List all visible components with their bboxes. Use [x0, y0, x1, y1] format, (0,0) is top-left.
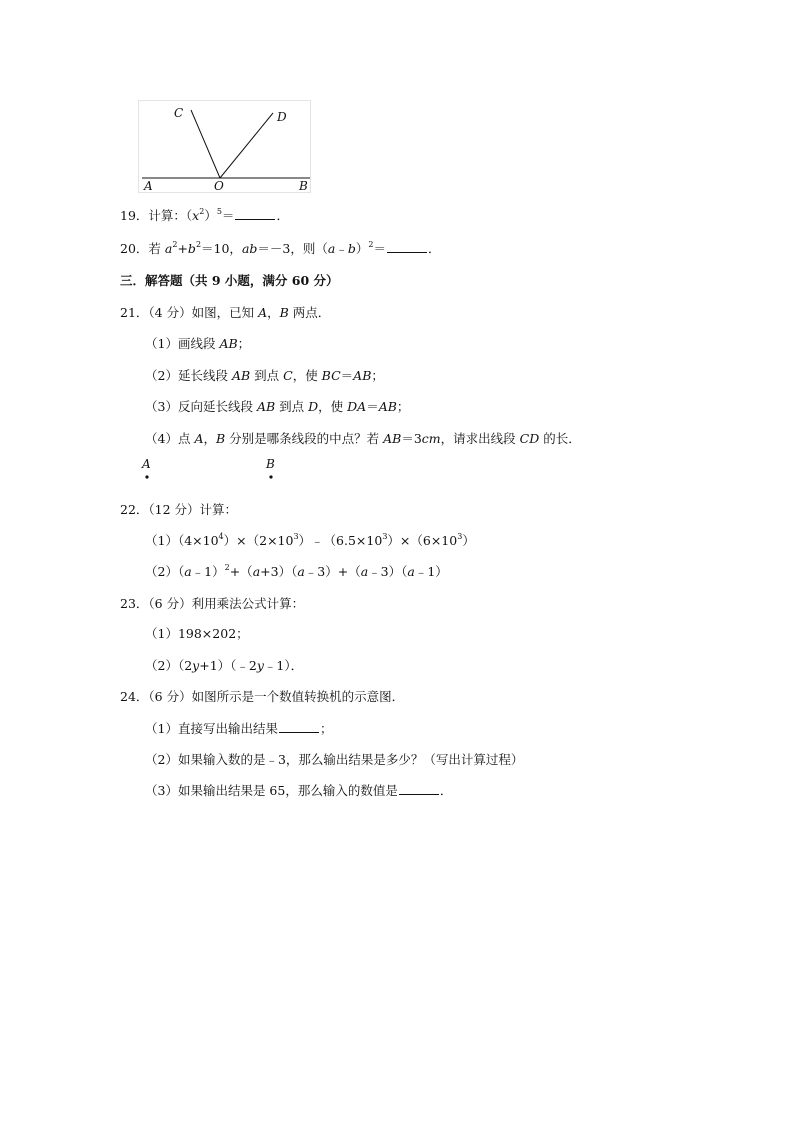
label-B: B: [299, 179, 308, 193]
q21-text: ；: [371, 368, 384, 383]
q21-text: ；: [396, 399, 410, 414]
q22-text: ﹣3）（: [368, 564, 408, 579]
q21-var: D: [308, 399, 319, 414]
q22-var: a: [252, 564, 261, 579]
q19-number: 19．计算：（: [120, 208, 193, 223]
question-23-stem: 23．（6 分）利用乘法公式计算：: [120, 596, 305, 611]
q20-op: +: [177, 241, 188, 256]
q21-text: ，: [203, 431, 216, 446]
q22-var: a: [184, 564, 192, 579]
q21-text: ＝: [340, 368, 354, 383]
q22-var: a: [297, 564, 305, 579]
q20-text: ＝10，: [201, 241, 242, 256]
section-3-title: 三．解答题（共 9 小题，满分 60 分）: [120, 273, 339, 288]
q20-answer-blank[interactable]: [387, 240, 427, 253]
q22-exp: 3: [382, 531, 388, 541]
question-21-stem: [120, 303, 330, 321]
q21-var: AB: [256, 399, 276, 414]
q21-text: ＝: [366, 399, 379, 414]
q21-text: 的长．: [539, 431, 581, 446]
q21-part-1: [145, 334, 250, 352]
q24-text: （3）如果输出结果是 65，那么输入的数值是: [145, 783, 398, 798]
angle-figure: [138, 100, 318, 196]
q19-paren: ）: [204, 208, 217, 223]
q19-exp-2: 2: [199, 206, 205, 216]
point-label-B: B: [266, 457, 275, 471]
q21-text: （1）画线段: [145, 336, 220, 351]
q22-text: ）×（2×10: [223, 533, 294, 548]
q20-var: b: [187, 241, 196, 256]
q21-text: 分别是哪条线段的中点？若: [225, 431, 384, 446]
q21-var: CD: [519, 431, 540, 446]
q22-exp: 4: [218, 531, 224, 541]
q20-paren: ）: [355, 241, 369, 256]
q20-end: ．: [427, 241, 441, 256]
q22-text: ）×（6×10: [387, 533, 458, 548]
q21-text: （2）延长线段: [145, 368, 232, 383]
q22-exp: 3: [293, 531, 299, 541]
q22-part-1: [145, 531, 475, 549]
question-24-stem: 24．（6 分）如图所示是一个数值转换机的示意图．: [120, 689, 405, 704]
q21-text: ，使: [318, 399, 348, 414]
question-20: [120, 239, 440, 257]
q23-var: y: [256, 658, 264, 673]
q21-var: AB: [231, 368, 251, 383]
q21-text: （4）点: [145, 431, 195, 446]
q20-text: ＝－3，则（: [257, 241, 328, 256]
q21-var: AB: [353, 368, 372, 383]
q21-part-2: [145, 366, 384, 384]
q24-text: （1）直接写出输出结果: [145, 721, 278, 736]
q23-text: （2）（2: [145, 658, 193, 673]
q24-part-3: [145, 781, 452, 799]
q21-text: 到点: [275, 399, 309, 414]
q24-p3-answer-blank[interactable]: [399, 782, 439, 795]
q21-var: DA: [347, 399, 367, 414]
q23-var: y: [192, 658, 200, 673]
q21-var: BC: [321, 368, 341, 383]
label-D: D: [277, 110, 287, 124]
q22-text: ﹣3）+（: [304, 564, 361, 579]
q22-text: +3）（: [260, 564, 298, 579]
q22-part-2: [145, 562, 448, 580]
point-B: [269, 475, 272, 478]
q21-part-3: [145, 397, 409, 415]
q21-var: AB: [383, 431, 402, 446]
q22-var: a: [360, 564, 369, 579]
q19-var-x: x: [192, 208, 200, 223]
q21-part-4: [145, 429, 581, 447]
ray-OD: [220, 113, 273, 178]
q24-text: ；: [319, 721, 333, 736]
q22-exp: 3: [457, 531, 463, 541]
q21-var: C: [283, 368, 293, 383]
label-A: A: [144, 179, 153, 193]
q21-var: A: [258, 305, 268, 320]
q23-part-2: [145, 656, 303, 674]
q19-equals: ＝: [221, 208, 235, 223]
q22-text: ﹣1）: [414, 564, 448, 579]
q20-var: b: [347, 241, 356, 256]
q19-end: ．: [276, 208, 289, 223]
points-AB-figure: [138, 454, 288, 488]
label-O: O: [214, 179, 224, 193]
q20-exp: 2: [195, 239, 202, 249]
q19-exp-5: 5: [216, 206, 222, 216]
q21-text: ；: [237, 336, 251, 351]
q21-text: 21．（4 分）如图，已知: [120, 305, 259, 320]
q20-equals: ＝: [373, 241, 386, 256]
q22-var: a: [407, 564, 415, 579]
point-A: [145, 475, 148, 478]
q21-text: ＝3: [401, 431, 422, 446]
q20-op: ﹣: [335, 241, 348, 256]
q20-exp: 2: [172, 239, 178, 249]
q24-p1-answer-blank[interactable]: [279, 720, 319, 733]
q21-var: AB: [378, 399, 397, 414]
q22-text: ）: [462, 533, 475, 548]
q22-text: ﹣1）: [191, 564, 225, 579]
q20-var: a: [164, 241, 173, 256]
q23-text: +1）（﹣2: [199, 658, 257, 673]
q21-unit: cm: [421, 431, 441, 446]
q21-var: A: [194, 431, 204, 446]
q24-part-2: （2）如果输入数的是﹣3，那么输出结果是多少？（写出计算过程）: [145, 752, 524, 767]
q19-answer-blank[interactable]: [235, 207, 275, 220]
q21-text: （3）反向延长线段: [145, 399, 257, 414]
q22-text: ）﹣（6.5×10: [298, 533, 383, 548]
q20-var: ab: [241, 241, 258, 256]
q21-text: ，使: [292, 368, 322, 383]
q23-text: ﹣1）．: [263, 658, 304, 673]
q21-text: 到点: [250, 368, 284, 383]
q23-part-1: （1）198×202；: [145, 626, 249, 641]
q20-exp: 2: [368, 239, 374, 249]
q22-text: （2）（: [145, 564, 185, 579]
label-C: C: [174, 106, 184, 120]
q21-var: B: [215, 431, 226, 446]
q22-exp: 2: [224, 562, 230, 572]
q21-text: ，: [267, 305, 280, 320]
q21-text: 两点．: [288, 305, 331, 320]
q24-part-1: [145, 719, 332, 737]
q21-text: ，请求出线段: [440, 431, 520, 446]
ray-OC: [191, 110, 220, 178]
q20-var: a: [327, 241, 336, 256]
q21-var: AB: [219, 336, 238, 351]
q22-text: +（: [229, 564, 253, 579]
q22-text: （1）（4×10: [145, 533, 219, 548]
question-22-stem: 22．（12 分）计算：: [120, 502, 238, 517]
q21-var: B: [279, 305, 289, 320]
q24-text: ．: [439, 783, 453, 798]
point-label-A: A: [142, 457, 151, 471]
question-19: [120, 206, 289, 224]
q20-number: 20．若: [120, 241, 165, 256]
